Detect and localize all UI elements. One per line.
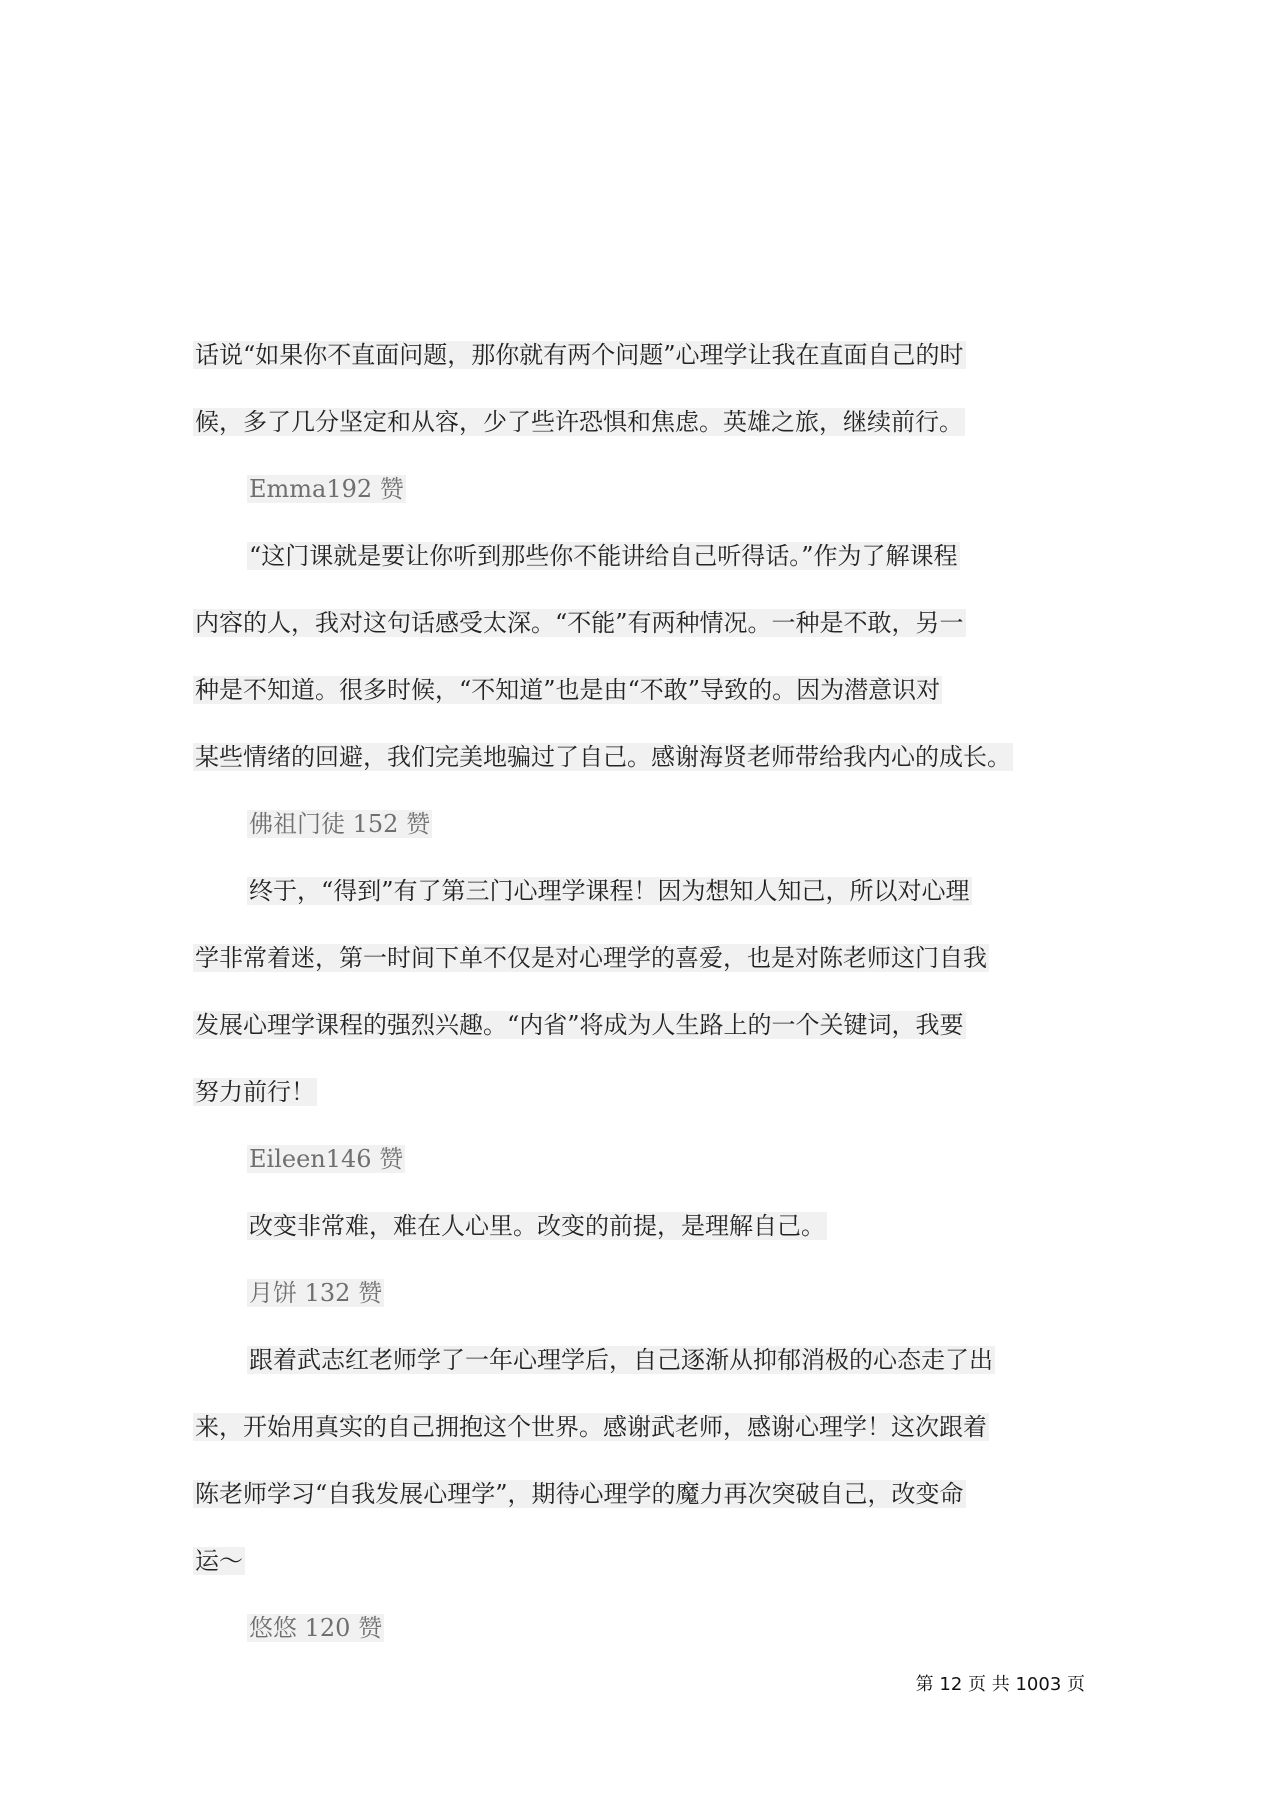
paragraph-line [193,1394,1083,1461]
text-line: 话说“如果你不直面问题，那你就有两个问题”心理学让我在直面自己的时 [195,341,964,369]
text-line: 陈老师学习“自我发展心理学”，期待心理学的魔力再次突破自己，改变命 [195,1480,964,1508]
text-line: 学非常着迷，第一时间下单不仅是对心理学的喜爱，也是对陈老师这门自我 [195,944,987,972]
paragraph-line [193,1528,1083,1595]
paragraph-line [193,1193,1083,1260]
text-line: 终于，“得到”有了第三门心理学课程！因为想知人知己，所以对心理 [249,877,970,905]
paragraph-line [193,1461,1083,1528]
text-line: 努力前行！ [195,1078,315,1106]
comment-author [193,1260,1083,1327]
author-likes: 佛祖门徒 152 赞 [249,810,431,838]
text-line: 运～ [195,1547,243,1575]
paragraph-line [193,523,1083,590]
comment-author [193,1595,1083,1662]
text-line: 改变非常难，难在人心里。改变的前提，是理解自己。 [249,1212,825,1240]
text-line: 跟着武志红老师学了一年心理学后，自己逐渐从抑郁消极的心态走了出 [249,1346,993,1374]
text-line: “这门课就是要让你听到那些你不能讲给自己听得话。”作为了解课程 [249,542,958,570]
author-likes: 月饼 132 赞 [249,1279,383,1307]
author-likes: 悠悠 120 赞 [249,1614,383,1642]
text-line: 种是不知道。很多时候，“不知道”也是由“不敢”导致的。因为潜意识对 [195,676,941,704]
paragraph-line [193,925,1083,992]
page-body [193,322,1083,1662]
paragraph-line [193,1327,1083,1394]
comment-author [193,791,1083,858]
paragraph-line [193,322,1083,389]
paragraph-line [193,590,1083,657]
text-line: 发展心理学课程的强烈兴趣。“内省”将成为人生路上的一个关键词，我要 [195,1011,964,1039]
paragraph-line [193,992,1083,1059]
paragraph-line [193,657,1083,724]
author-likes: Emma192 赞 [249,475,404,503]
comment-author [193,456,1083,523]
text-line: 来，开始用真实的自己拥抱这个世界。感谢武老师，感谢心理学！这次跟着 [195,1413,987,1441]
paragraph-line [193,858,1083,925]
author-likes: Eileen146 赞 [249,1145,404,1173]
text-line: 某些情绪的回避，我们完美地骗过了自己。感谢海贤老师带给我内心的成长。 [195,743,1011,771]
paragraph-line [193,724,1083,791]
page-footer: 第 12 页 共 1003 页 [915,1674,1085,1695]
comment-author [193,1126,1083,1193]
paragraph-line [193,1059,1083,1126]
text-line: 内容的人，我对这句话感受太深。“不能”有两种情况。一种是不敢，另一 [195,609,964,637]
text-line: 候，多了几分坚定和从容，少了些许恐惧和焦虑。英雄之旅，继续前行。 [195,408,963,436]
paragraph-line [193,389,1083,456]
